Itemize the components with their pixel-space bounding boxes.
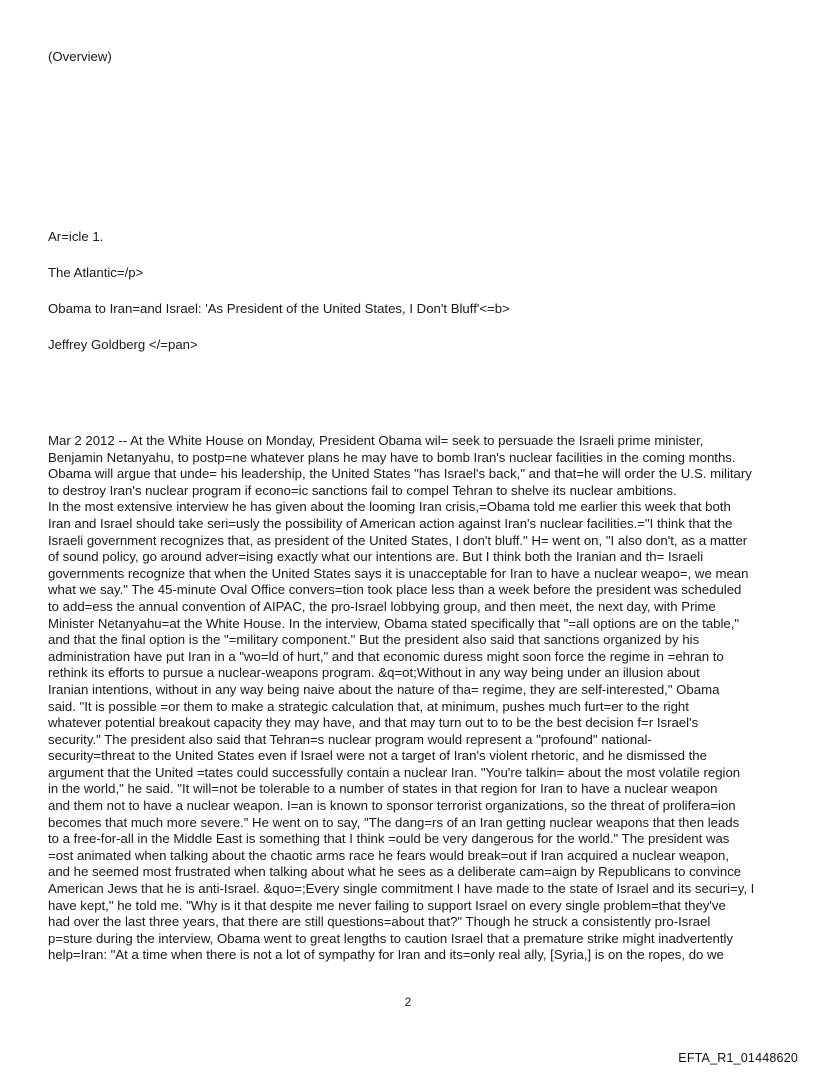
body-line: rethink its efforts to pursue a nuclear-weapons program. &q=ot;Without in any way being under an illusion about xyxy=(48,665,700,681)
body-line: argument that the United =tates could successfully contain a nuclear Iran. "You're talkin= about the most volatile region xyxy=(48,764,741,780)
body-line: to a free-for-all in the Middle East is something that I think =ould be very dangerous for the world." The president was xyxy=(48,831,730,847)
body-line: p=sture during the interview, Obama went to great lengths to caution Israel that a premature strike might inadvertently xyxy=(48,930,734,946)
article-author: Jeffrey Goldberg </=pan> xyxy=(48,337,198,352)
overview-label: (Overview) xyxy=(48,49,112,64)
body-line: Mar 2 2012 -- At the White House on Monday, President Obama wil= seek to persuade the Israeli prime minister, xyxy=(48,433,704,448)
body-line: Minister Netanyahu=at the White House. In the interview, Obama stated specifically that "=all options are on the table," xyxy=(48,615,740,631)
body-line: Obama will argue that unde= his leadership, the United States "has Israel's back," and that=he will order the U.S. military xyxy=(48,466,752,482)
body-line: help=Iran: "At a time when there is not a lot of sympathy for Iran and its=only real ally, [Syria,] is on the ropes, do we xyxy=(48,947,724,963)
body-line: security." The president also said that Tehran=s nuclear program would represent a "profound" national- xyxy=(48,731,652,747)
body-line: Iran and Israel should take seri=usly the possibility of American action against Iran's nuclear facilities.="I think that the xyxy=(48,515,733,531)
body-line: administration have put Iran in a "wo=ld of hurt," and that economic duress might soon force the regime in =ehran to xyxy=(48,648,724,664)
body-line: American Jews that he is anti-Israel. &quo=;Every single commitment I have made to the state of Israel and its securi=y, I xyxy=(48,881,755,897)
body-line: and that the final option is the "=military component." But the president also said that sanctions organized by his xyxy=(48,632,700,648)
body-line: to add=ess the annual convention of AIPAC, the pro-Israel lobbying group, and then meet, the next day, with Prime xyxy=(48,598,716,614)
body-line: governments recognize that when the United States says it is unacceptable for Iran to have a nuclear weapo=, we mean xyxy=(48,565,749,581)
body-line: in the world," he said. "It will=not be tolerable to a number of states in that region for Iran to have a nuclear weapon xyxy=(48,781,718,797)
body-line: Iranian intentions, without in any way being naive about the nature of tha= regime, they are self-interested," Obama xyxy=(48,681,720,697)
body-line: =ost animated when talking about the chaotic arms race he fears would break=out if Iran acquired a nuclear weapon, xyxy=(48,847,730,863)
body-line: to destroy Iran's nuclear program if econo=ic sanctions fail to compel Tehran to shelve its nuclear ambitions. xyxy=(48,482,677,498)
page-number: 2 xyxy=(404,995,412,1009)
footer-document-id: EFTA_R1_01448620 xyxy=(678,1051,798,1065)
body-line: Israeli government recognizes that, as president of the United States, I don't bluff." H= went on, "I also don't, as a matter xyxy=(48,532,748,548)
body-line: Benjamin Netanyahu, to postp=ne whatever plans he may have to bomb Iran's nuclear facilities in the coming months. xyxy=(48,449,736,465)
publication-name: The Atlantic=/p> xyxy=(48,265,144,280)
body-line: of sound policy, go around adver=ising exactly what our intentions are. But I think both the Iranian and th= Israeli xyxy=(48,549,704,565)
body-line: said. "It is possible =or them to make a strategic calculation that, at minimum, pushes much furt=er to the right xyxy=(48,698,689,714)
article-headline: Obama to Iran=and Israel: 'As President of the United States, I Don't Bluff'<=b> xyxy=(48,301,510,316)
body-line: becomes that much more severe." He went on to say, "The dang=rs of an Iran getting nuclear weapons that then leads xyxy=(48,814,740,830)
article-body xyxy=(48,433,778,964)
body-line: have kept," he told me. "Why is it that despite me never failing to support Israel on every single problem=that they've xyxy=(48,897,726,913)
body-line: and he seemed most frustrated when talking about what he sees as a deliberate cam=aign by Republicans to convince xyxy=(48,864,742,880)
article-label: Ar=icle 1. xyxy=(48,229,104,244)
body-line: In the most extensive interview he has given about the looming Iran crisis,=Obama told me earlier this week that both xyxy=(48,499,731,515)
body-line: had over the last three years, that there are still questions=about that?" Though he struck a consistently pro-Israel xyxy=(48,914,711,930)
body-line: whatever potential breakout capacity they may have, and that may turn out to to be the best decision f=r Israel's xyxy=(48,715,699,731)
body-line: security=threat to the United States even if Israel were not a target of Iran's violent rhetoric, and he dismissed the xyxy=(48,748,707,764)
body-line: what we say." The 45-minute Oval Office convers=tion took place less than a week before the president was scheduled xyxy=(48,582,742,598)
body-line: and them not to have a nuclear weapon. I=an is known to sponsor terrorist organizations, so the threat of prolifera=ion xyxy=(48,798,736,814)
